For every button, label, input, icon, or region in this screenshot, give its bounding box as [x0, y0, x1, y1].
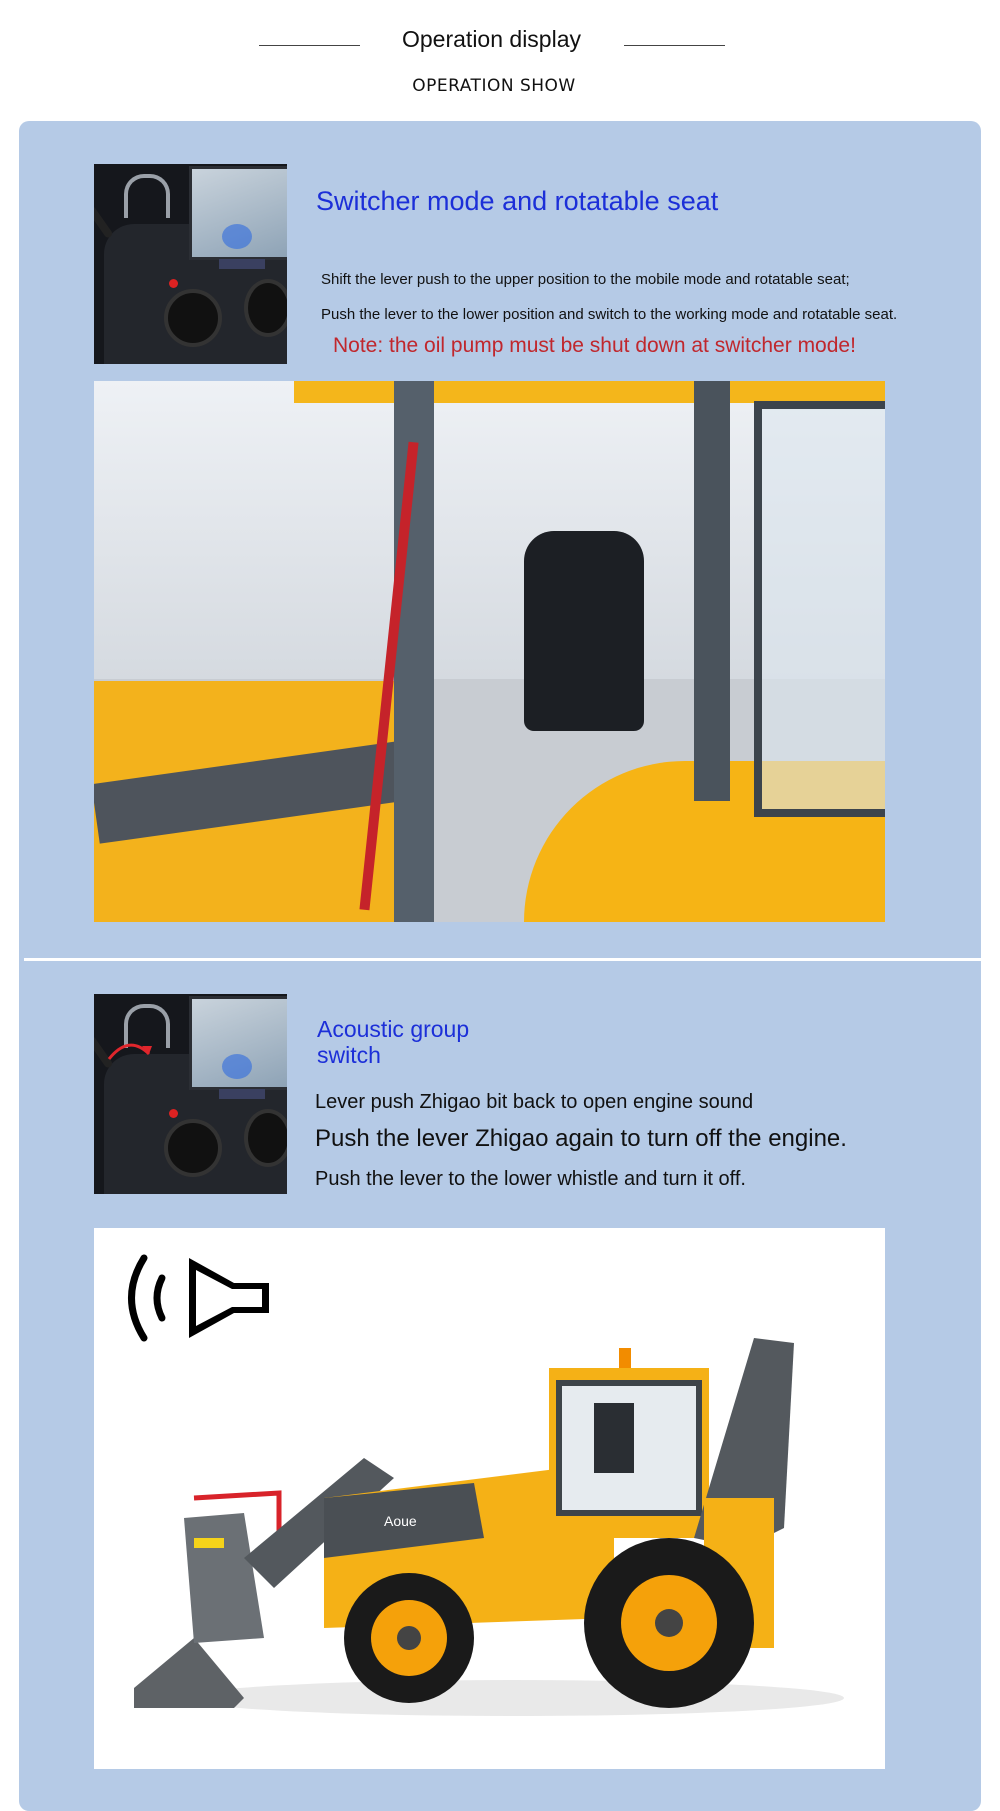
- section1-note: Note: the oil pump must be shut down at switcher mode!: [333, 334, 856, 357]
- section2-line1: Lever push Zhigao bit back to open engine sound: [315, 1091, 754, 1113]
- section2-line3: Push the lever to the lower whistle and turn it off.: [315, 1168, 746, 1190]
- section2-heading-line1: Acoustic group: [317, 1016, 470, 1042]
- section1-line1: Shift the lever push to the upper position to the mobile mode and rotatable seat;: [321, 271, 850, 288]
- page-title: Operation display: [402, 26, 581, 52]
- backhoe-photo: [94, 1228, 885, 1769]
- section1-heading: Switcher mode and rotatable seat: [316, 186, 719, 216]
- section-divider: [24, 958, 981, 961]
- section1-line2: Push the lever to the lower position and switch to the working mode and rotatable seat.: [321, 306, 898, 323]
- header-rule-right: [624, 45, 725, 46]
- rotatable-seat: [524, 531, 644, 731]
- remote-controller-image-2: [94, 994, 287, 1194]
- remote-controller-image: [94, 164, 287, 364]
- section2-heading-line2: switch: [317, 1042, 381, 1068]
- section2-line2: Push the lever Zhigao again to turn off the engine.: [315, 1125, 847, 1152]
- cab-photo: [94, 381, 885, 922]
- page-subtitle: OPERATION SHOW: [412, 76, 576, 96]
- machine-brand: Aoue: [384, 1513, 417, 1529]
- lever-arrow-icon: [104, 1034, 154, 1064]
- backhoe-illustration: [94, 1228, 885, 1769]
